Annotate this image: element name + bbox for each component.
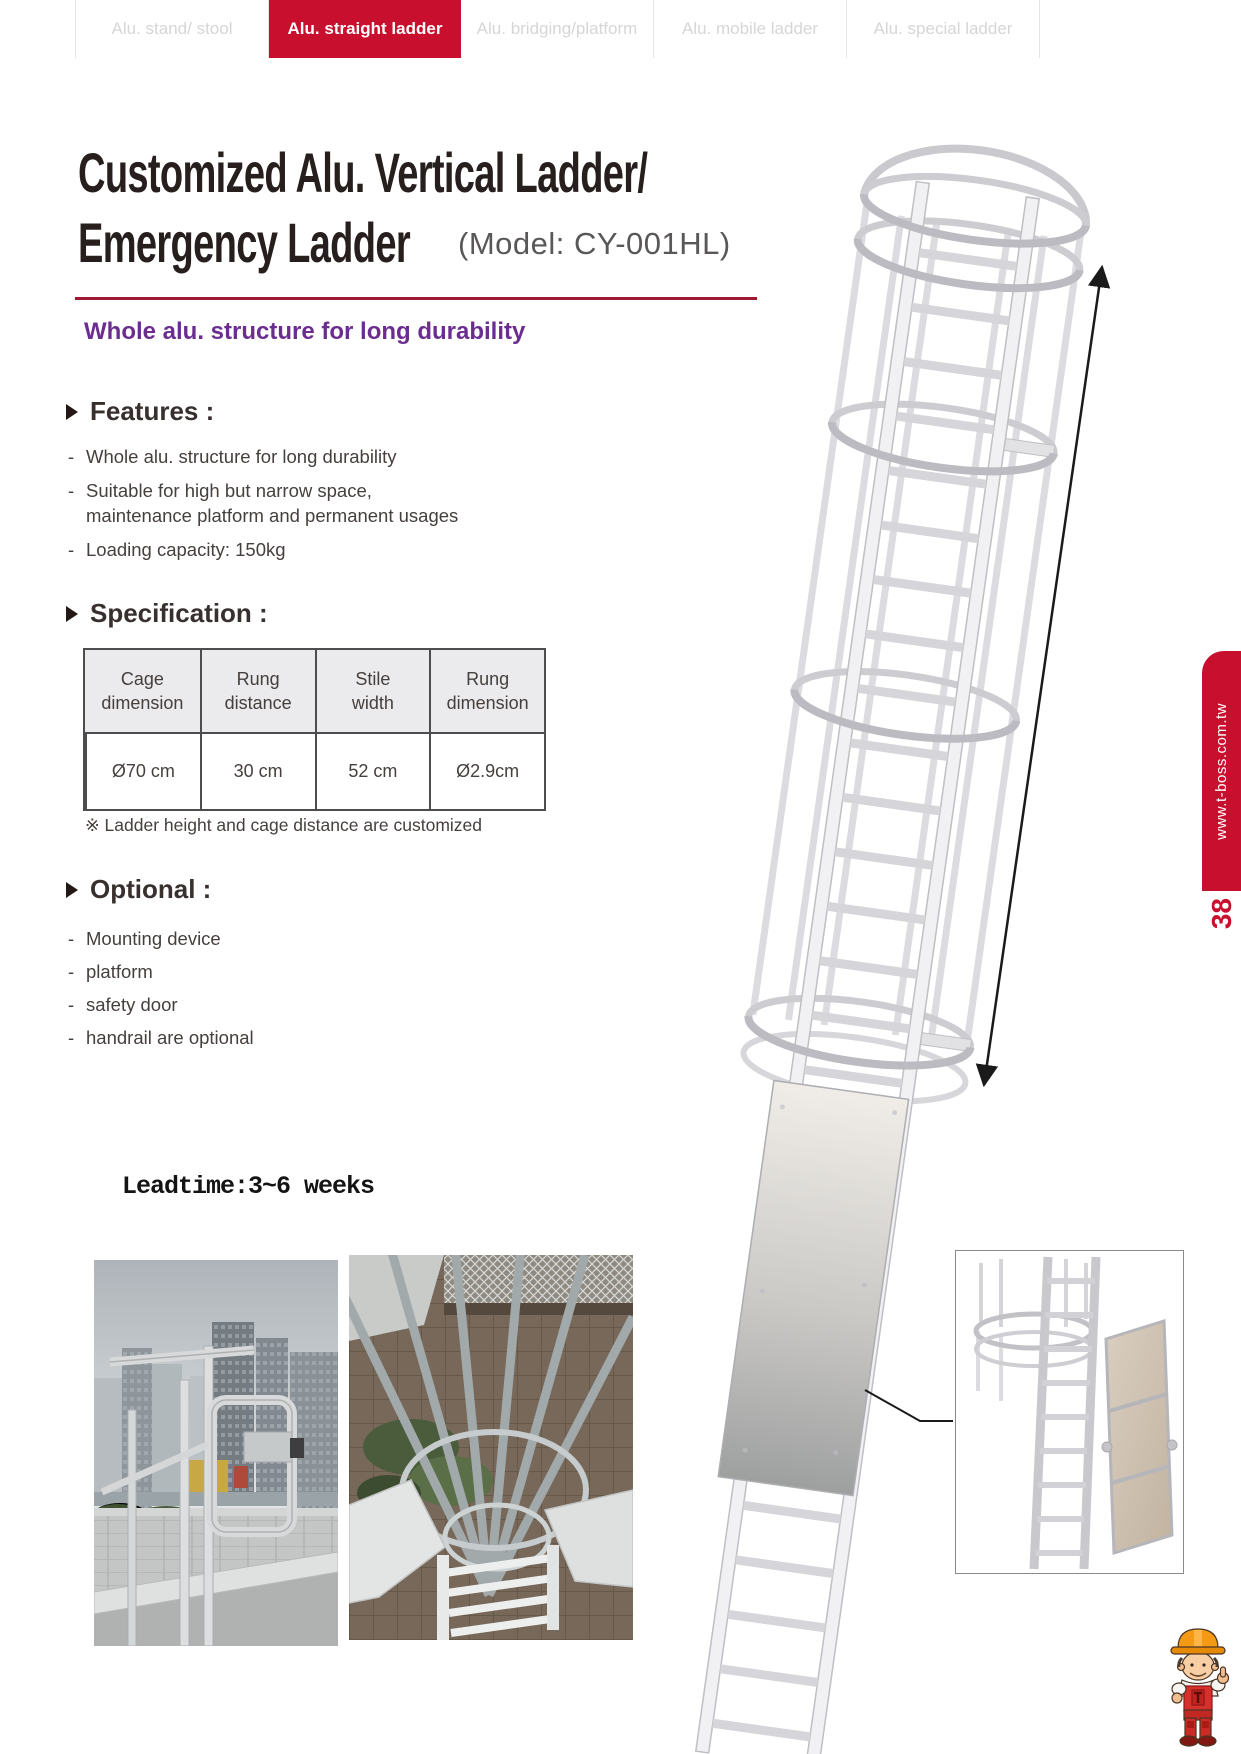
dash (68, 503, 86, 528)
features-heading (66, 396, 214, 427)
page-title-line1: Customized Alu. Vertical Ladder/ (78, 141, 648, 204)
tab-alu-special-ladder[interactable] (847, 0, 1040, 58)
product-photo-safety-gate (94, 1260, 338, 1646)
spec-header-cage-dimension: Cage dimension (85, 650, 200, 732)
triangle-bullet-icon (66, 606, 78, 622)
spec-header-rung-distance: Rung distance (200, 650, 315, 732)
triangle-bullet-icon (66, 882, 78, 898)
spec-header-rung-dimension: Rung dimension (429, 650, 544, 732)
features-heading-label: Features : (90, 396, 215, 426)
spec-value-rung-distance: 30 cm (200, 732, 315, 809)
optional-item: - Mounting device (68, 922, 254, 955)
title-underline (75, 297, 757, 300)
tab-alu-bridging-platform[interactable] (461, 0, 654, 58)
dash: - (68, 480, 75, 501)
triangle-bullet-icon (66, 404, 78, 420)
page-number: 38 (1205, 898, 1237, 930)
tab-alu-straight-ladder[interactable] (269, 0, 461, 58)
optional-heading-label: Optional : (90, 874, 212, 904)
dash: - (68, 961, 75, 982)
tagline: Whole alu. structure for long durability (84, 318, 526, 345)
table-note: ※ Ladder height and cage distance are customized (85, 815, 482, 835)
tab-bar (75, 0, 1040, 58)
callout-line (865, 1390, 953, 1421)
tab-alu-stand-stool[interactable] (75, 0, 269, 58)
site-url-tab (1202, 651, 1241, 891)
specification-heading-label: Specification : (90, 598, 268, 628)
spec-value-rung-dimension: Ø2.9cm (429, 732, 544, 809)
tab-label: Alu. mobile ladder (681, 19, 819, 38)
optional-heading (66, 874, 211, 905)
product-photo-topdown-cage (349, 1255, 633, 1640)
optional-item: - platform (68, 955, 254, 988)
dash: - (68, 539, 75, 560)
feature-item: - Loading capacity: 150kg (68, 539, 286, 560)
specification-table (83, 648, 546, 811)
optional-item: - safety door (68, 988, 254, 1021)
mascot-logo (1156, 1622, 1240, 1748)
leadtime-text: Leadtime:3~6 weeks (122, 1172, 375, 1201)
optional-item: - handrail are optional (68, 1021, 254, 1054)
optional-list (68, 922, 254, 1054)
feature-item: maintenance platform and permanent usages (68, 503, 458, 528)
model-label: (Model: CY-001HL) (458, 226, 731, 261)
tab-label: Alu. stand/ stool (111, 19, 233, 38)
dash: - (68, 446, 75, 467)
tab-label: Alu. special ladder (873, 19, 1013, 38)
page-title-line2: Emergency Ladder (78, 211, 410, 274)
spec-value-cage-dimension: Ø70 cm (85, 732, 200, 809)
spec-value-stile-width: 52 cm (315, 732, 430, 809)
tab-alu-mobile-ladder[interactable] (654, 0, 847, 58)
site-url: www.t-boss.com.tw (1213, 702, 1230, 840)
feature-item: - Suitable for high but narrow space, (68, 480, 372, 501)
tab-label: Alu. bridging/platform (476, 19, 638, 38)
dash: - (68, 994, 75, 1015)
feature-item: - Whole alu. structure for long durability (68, 446, 397, 467)
specification-heading (66, 598, 268, 629)
spec-header-stile-width: Stile width (315, 650, 430, 732)
dash: - (68, 928, 75, 949)
detail-inset-safety-door (955, 1250, 1184, 1574)
features-list (68, 444, 458, 562)
tab-label: Alu. straight ladder (287, 19, 443, 38)
dash: - (68, 1027, 75, 1048)
